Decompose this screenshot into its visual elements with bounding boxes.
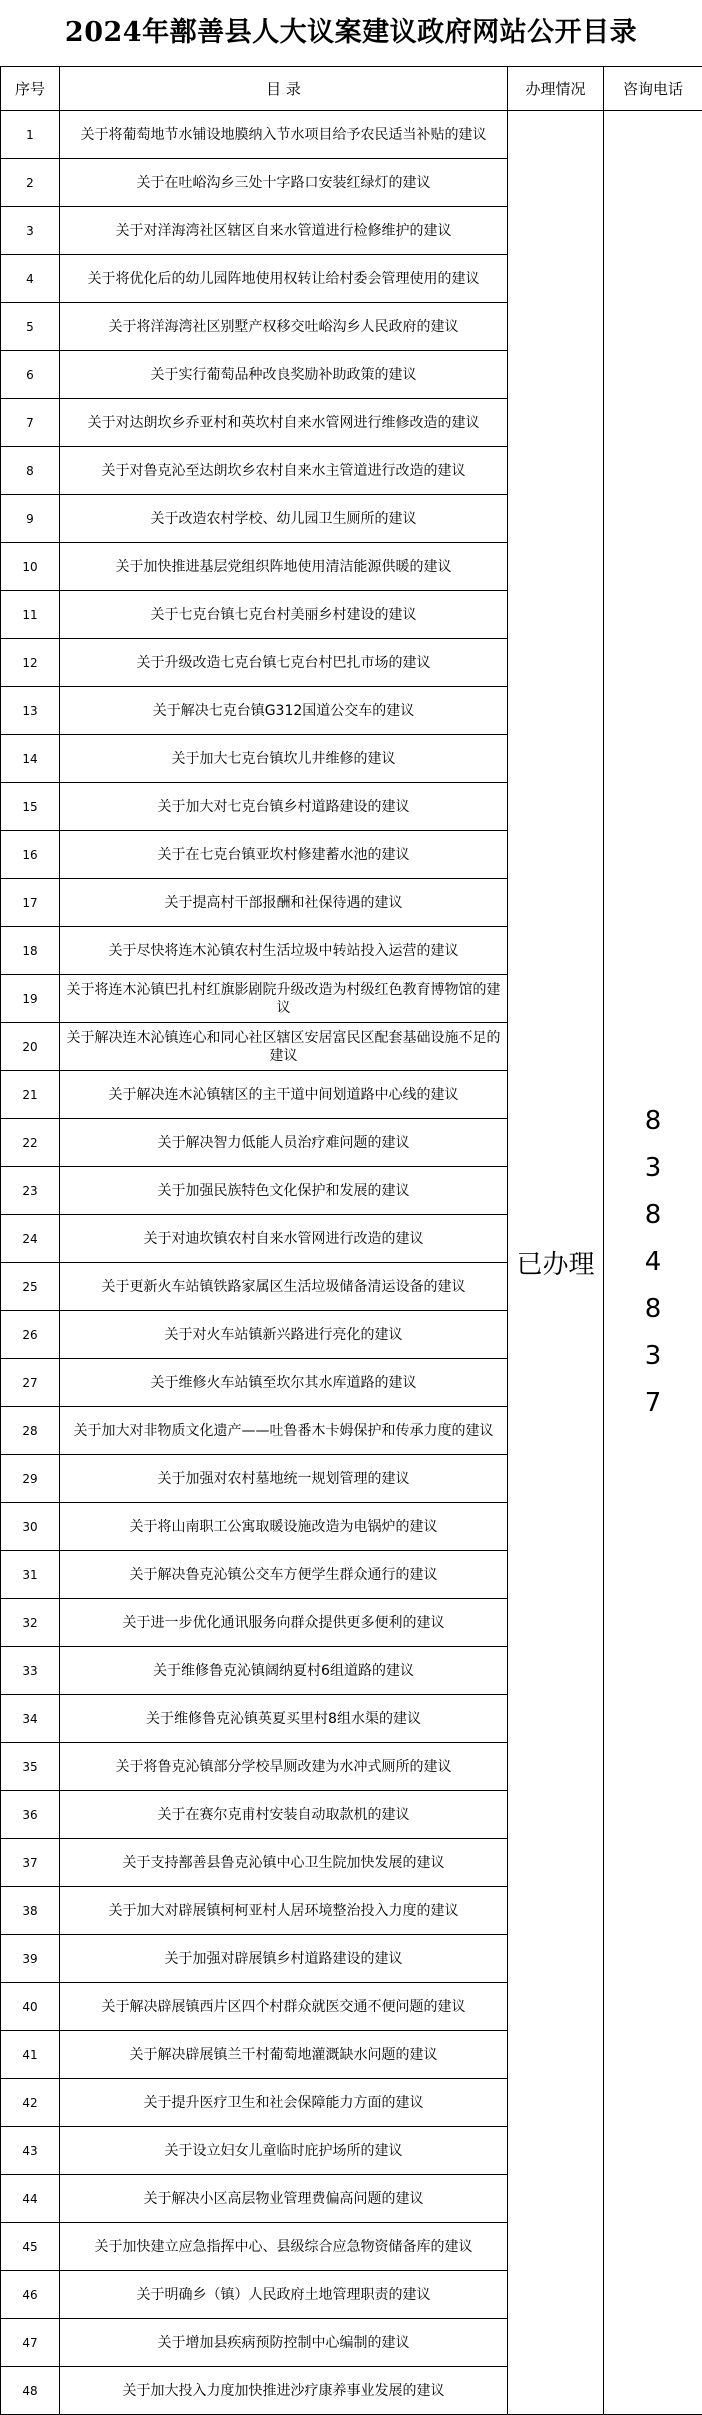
row-number: 5 — [1, 303, 60, 351]
row-title: 关于加大投入力度加快推进沙疗康养事业发展的建议 — [60, 2367, 508, 2415]
header-title: 目 录 — [60, 67, 508, 111]
row-title: 关于加强民族特色文化保护和发展的建议 — [60, 1167, 508, 1215]
row-title: 关于将洋海湾社区别墅产权移交吐峪沟乡人民政府的建议 — [60, 303, 508, 351]
row-number: 4 — [1, 255, 60, 303]
row-title: 关于提升医疗卫生和社会保障能力方面的建议 — [60, 2079, 508, 2127]
row-number: 22 — [1, 1119, 60, 1167]
row-number: 46 — [1, 2271, 60, 2319]
row-title: 关于解决小区高层物业管理费偏高问题的建议 — [60, 2175, 508, 2223]
phone-digit: 8 — [604, 1286, 702, 1333]
row-title: 关于更新火车站镇铁路家属区生活垃圾储备清运设备的建议 — [60, 1263, 508, 1311]
row-number: 6 — [1, 351, 60, 399]
phone-digit: 8 — [604, 1098, 702, 1145]
row-title: 关于解决鲁克沁镇公交车方便学生群众通行的建议 — [60, 1551, 508, 1599]
row-number: 35 — [1, 1743, 60, 1791]
row-number: 37 — [1, 1839, 60, 1887]
row-number: 45 — [1, 2223, 60, 2271]
row-title: 关于解决智力低能人员治疗难问题的建议 — [60, 1119, 508, 1167]
row-number: 24 — [1, 1215, 60, 1263]
row-number: 3 — [1, 207, 60, 255]
phone-digit: 3 — [604, 1145, 702, 1192]
row-title: 关于维修火车站镇至坎尔其水库道路的建议 — [60, 1359, 508, 1407]
row-number: 16 — [1, 831, 60, 879]
row-number: 12 — [1, 639, 60, 687]
row-number: 29 — [1, 1455, 60, 1503]
row-title: 关于维修鲁克沁镇英夏买里村8组水渠的建议 — [60, 1695, 508, 1743]
row-number: 15 — [1, 783, 60, 831]
row-number: 44 — [1, 2175, 60, 2223]
row-number: 18 — [1, 927, 60, 975]
row-number: 10 — [1, 543, 60, 591]
status-cell: 已办理 — [508, 111, 604, 2415]
table-body — [1, 111, 702, 2415]
row-title: 关于升级改造七克台镇七克台村巴扎市场的建议 — [60, 639, 508, 687]
row-title: 关于设立妇女儿童临时庇护场所的建议 — [60, 2127, 508, 2175]
row-title: 关于加大对辟展镇柯柯亚村人居环境整治投入力度的建议 — [60, 1887, 508, 1935]
row-title: 关于将葡萄地节水铺设地膜纳入节水项目给予农民适当补贴的建议 — [60, 111, 508, 159]
row-title: 关于解决连木沁镇辖区的主干道中间划道路中心线的建议 — [60, 1071, 508, 1119]
row-number: 20 — [1, 1023, 60, 1071]
row-title: 关于将山南职工公寓取暖设施改造为电锅炉的建议 — [60, 1503, 508, 1551]
row-title: 关于将优化后的幼儿园阵地使用权转让给村委会管理使用的建议 — [60, 255, 508, 303]
row-title: 关于七克台镇七克台村美丽乡村建设的建议 — [60, 591, 508, 639]
row-number: 17 — [1, 879, 60, 927]
row-title: 关于对火车站镇新兴路进行亮化的建议 — [60, 1311, 508, 1359]
row-title: 关于解决辟展镇西片区四个村群众就医交通不便问题的建议 — [60, 1983, 508, 2031]
table-header-row — [1, 67, 702, 111]
header-phone: 咨询电话 — [604, 67, 702, 111]
row-number: 32 — [1, 1599, 60, 1647]
row-title: 关于实行葡萄品种改良奖励补助政策的建议 — [60, 351, 508, 399]
row-title: 关于将鲁克沁镇部分学校旱厕改建为水冲式厕所的建议 — [60, 1743, 508, 1791]
row-number: 7 — [1, 399, 60, 447]
row-number: 47 — [1, 2319, 60, 2367]
row-title: 关于对鲁克沁至达朗坎乡农村自来水主管道进行改造的建议 — [60, 447, 508, 495]
row-number: 11 — [1, 591, 60, 639]
row-title: 关于解决连木沁镇连心和同心社区辖区安居富民区配套基础设施不足的建议 — [60, 1023, 508, 1071]
row-number: 21 — [1, 1071, 60, 1119]
row-title: 关于加快建立应急指挥中心、县级综合应急物资储备库的建议 — [60, 2223, 508, 2271]
phone-digit: 3 — [604, 1333, 702, 1380]
row-title: 关于加快推进基层党组织阵地使用清洁能源供暖的建议 — [60, 543, 508, 591]
row-number: 36 — [1, 1791, 60, 1839]
phone-digit: 8 — [604, 1192, 702, 1239]
row-number: 42 — [1, 2079, 60, 2127]
row-number: 19 — [1, 975, 60, 1023]
row-number: 14 — [1, 735, 60, 783]
row-number: 30 — [1, 1503, 60, 1551]
row-title: 关于加强对农村墓地统一规划管理的建议 — [60, 1455, 508, 1503]
row-number: 38 — [1, 1887, 60, 1935]
row-title: 关于对迪坎镇农村自来水管网进行改造的建议 — [60, 1215, 508, 1263]
row-title: 关于尽快将连木沁镇农村生活垃圾中转站投入运营的建议 — [60, 927, 508, 975]
row-title: 关于支持鄯善县鲁克沁镇中心卫生院加快发展的建议 — [60, 1839, 508, 1887]
row-number: 25 — [1, 1263, 60, 1311]
row-title: 关于进一步优化通讯服务向群众提供更多便利的建议 — [60, 1599, 508, 1647]
header-status: 办理情况 — [508, 67, 604, 111]
phone-digit: 7 — [604, 1380, 702, 1427]
row-number: 40 — [1, 1983, 60, 2031]
row-number: 2 — [1, 159, 60, 207]
row-title: 关于提高村干部报酬和社保待遇的建议 — [60, 879, 508, 927]
row-number: 39 — [1, 1935, 60, 1983]
row-title: 关于在七克台镇亚坎村修建蓄水池的建议 — [60, 831, 508, 879]
row-title: 关于增加县疾病预防控制中心编制的建议 — [60, 2319, 508, 2367]
row-number: 1 — [1, 111, 60, 159]
row-title: 关于对洋海湾社区辖区自来水管道进行检修维护的建议 — [60, 207, 508, 255]
row-title: 关于改造农村学校、幼儿园卫生厕所的建议 — [60, 495, 508, 543]
row-title: 关于解决辟展镇兰干村葡萄地灌溉缺水问题的建议 — [60, 2031, 508, 2079]
row-title: 关于在吐峪沟乡三处十字路口安装红绿灯的建议 — [60, 159, 508, 207]
row-number: 34 — [1, 1695, 60, 1743]
row-title: 关于加大对七克台镇乡村道路建设的建议 — [60, 783, 508, 831]
table-row — [1, 111, 702, 159]
row-number: 26 — [1, 1311, 60, 1359]
row-number: 48 — [1, 2367, 60, 2415]
header-no: 序号 — [1, 67, 60, 111]
row-number: 9 — [1, 495, 60, 543]
row-number: 31 — [1, 1551, 60, 1599]
row-title: 关于对达朗坎乡乔亚村和英坎村自来水管网进行维修改造的建议 — [60, 399, 508, 447]
row-number: 13 — [1, 687, 60, 735]
row-number: 23 — [1, 1167, 60, 1215]
row-title: 关于加大对非物质文化遗产——吐鲁番木卡姆保护和传承力度的建议 — [60, 1407, 508, 1455]
row-number: 27 — [1, 1359, 60, 1407]
row-title: 关于加强对辟展镇乡村道路建设的建议 — [60, 1935, 508, 1983]
row-title: 关于明确乡（镇）人民政府土地管理职责的建议 — [60, 2271, 508, 2319]
row-number: 28 — [1, 1407, 60, 1455]
phone-digit: 4 — [604, 1239, 702, 1286]
row-title: 关于维修鲁克沁镇阔纳夏村6组道路的建议 — [60, 1647, 508, 1695]
row-title: 关于加大七克台镇坎儿井维修的建议 — [60, 735, 508, 783]
row-title: 关于解决七克台镇G312国道公交车的建议 — [60, 687, 508, 735]
row-number: 33 — [1, 1647, 60, 1695]
row-number: 43 — [1, 2127, 60, 2175]
row-title: 关于在赛尔克甫村安装自动取款机的建议 — [60, 1791, 508, 1839]
phone-cell — [604, 111, 702, 2415]
row-number: 8 — [1, 447, 60, 495]
row-title: 关于将连木沁镇巴扎村红旗影剧院升级改造为村级红色教育博物馆的建议 — [60, 975, 508, 1023]
catalog-table — [0, 66, 702, 2415]
document-title: 2024年鄯善县人大议案建议政府网站公开目录 — [0, 0, 702, 66]
row-number: 41 — [1, 2031, 60, 2079]
